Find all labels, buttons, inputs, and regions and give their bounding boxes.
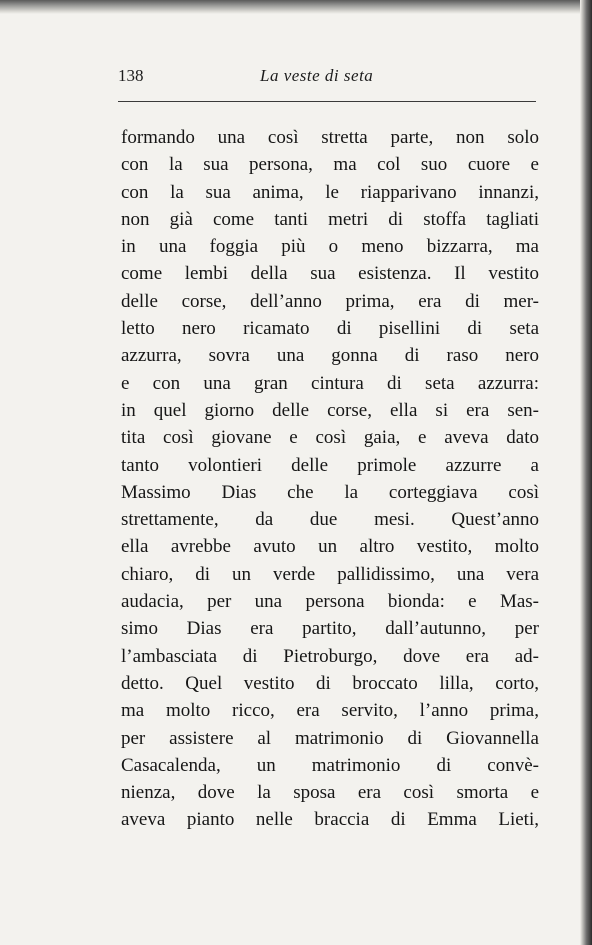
text-line: aveva pianto nelle braccia di Emma Lieti,: [121, 809, 539, 831]
text-line: ma molto ricco, era servito, l’anno prima,: [121, 700, 539, 722]
text-line: strettamente, da due mesi. Quest’anno: [121, 509, 539, 531]
text-line: tita così giovane e così gaia, e aveva dato: [121, 427, 539, 449]
text-line: azzurra, sovra una gonna di raso nero: [121, 345, 539, 367]
text-line: delle corse, dell’anno prima, era di mer-: [121, 290, 539, 312]
text-line: con la sua anima, le riapparivano innanzi,: [121, 181, 539, 203]
text-line: chiaro, di un verde pallidissimo, una vera: [121, 563, 539, 585]
text-line: ella avrebbe avuto un altro vestito, molto: [121, 536, 539, 558]
header-rule: [118, 101, 536, 102]
body-text: [121, 124, 539, 834]
text-line: audacia, per una persona bionda: e Mas-: [121, 591, 539, 613]
text-line: non già come tanti metri di stoffa tagliati: [121, 208, 539, 230]
text-line: per assistere al matrimonio di Giovannella: [121, 727, 539, 749]
text-line: con la sua persona, ma col suo cuore e: [121, 154, 539, 176]
text-line: letto nero ricamato di pisellini di seta: [121, 318, 539, 340]
text-line: in quel giorno delle corse, ella si era sen-: [121, 399, 539, 421]
text-line: formando una così stretta parte, non solo: [121, 127, 539, 148]
text-line: l’ambasciata di Pietroburgo, dove era ad-: [121, 645, 539, 667]
page-binding-shadow: [580, 0, 592, 945]
page-number: 138: [118, 66, 144, 85]
text-line: e con una gran cintura di seta azzurra:: [121, 372, 539, 394]
page-top-shadow: [0, 0, 592, 14]
text-line: detto. Quel vestito di broccato lilla, corto,: [121, 672, 539, 694]
text-line: simo Dias era partito, dall’autunno, per: [121, 618, 539, 640]
text-line: come lembi della sua esistenza. Il vestito: [121, 263, 539, 285]
text-line: Casacalenda, un matrimonio di convè-: [121, 754, 539, 776]
running-title: La veste di seta: [260, 66, 374, 85]
text-line: Massimo Dias che la corteggiava così: [121, 481, 539, 503]
text-line: nienza, dove la sposa era così smorta e: [121, 782, 539, 804]
text-line: in una foggia più o meno bizzarra, ma: [121, 236, 539, 258]
running-head: [118, 66, 536, 94]
text-line: tanto volontieri delle primole azzurre a: [121, 454, 539, 476]
